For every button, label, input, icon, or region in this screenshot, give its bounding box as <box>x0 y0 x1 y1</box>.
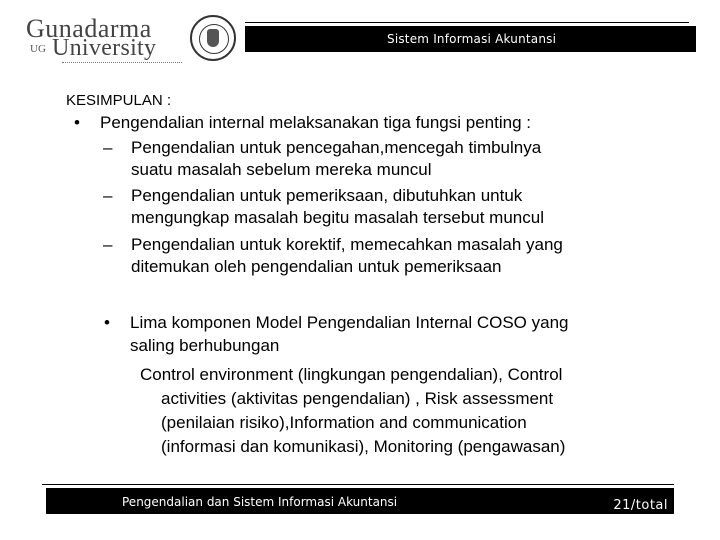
bullet-text: Lima komponen Model Pengendalian Internal COSO yang <box>130 313 569 332</box>
logo-prefix: UG <box>30 43 46 55</box>
subitem-line: ditemukan oleh pengendalian untuk pemeriksaan <box>131 257 502 276</box>
footer-title: Pengendalian dan Sistem Informasi Akuntansi <box>122 495 398 509</box>
subitem-marker: – <box>103 186 113 205</box>
university-logo <box>22 14 244 64</box>
header-bar <box>245 26 696 52</box>
detail-line: activities (aktivitas pengendalian) , Risk assessment <box>161 389 554 408</box>
detail-line: (informasi dan komunikasi), Monitoring (pengawasan) <box>161 437 566 456</box>
bullet-marker: • <box>104 313 110 332</box>
subitem-line: Pengendalian untuk korektif, memecahkan masalah yang <box>131 235 563 254</box>
detail-line: (penilaian risiko),Information and communication <box>161 413 527 432</box>
subitem-line: Pengendalian untuk pemeriksaan, dibutuhkan untuk <box>131 186 523 205</box>
bullet-marker: • <box>74 113 80 132</box>
section-title: KESIMPULAN : <box>66 92 172 109</box>
bullet-text: Pengendalian internal melaksanakan tiga fungsi penting : <box>100 113 531 132</box>
detail-line: Control environment (lingkungan pengendalian), Control <box>140 365 563 384</box>
footer-divider <box>42 484 674 485</box>
subitem-line: suatu masalah sebelum mereka muncul <box>131 160 432 179</box>
university-seal-icon <box>190 15 236 61</box>
logo-text-line2: University <box>52 35 157 61</box>
logo-tagline <box>62 62 182 66</box>
subitem-line: Pengendalian untuk pencegahan,mencegah timbulnya <box>131 138 542 157</box>
header-title: Sistem Informasi Akuntansi <box>387 32 557 46</box>
footer-bar <box>46 488 674 514</box>
page-number: 21/total <box>613 498 668 513</box>
subitem-marker: – <box>103 235 113 254</box>
logo-text-line1: Gunadarma <box>26 14 152 43</box>
header-divider <box>245 22 689 23</box>
subitem-marker: – <box>103 138 113 157</box>
subitem-line: mengungkap masalah begitu masalah tersebut muncul <box>131 208 544 227</box>
bullet-text: saling berhubungan <box>130 336 280 355</box>
